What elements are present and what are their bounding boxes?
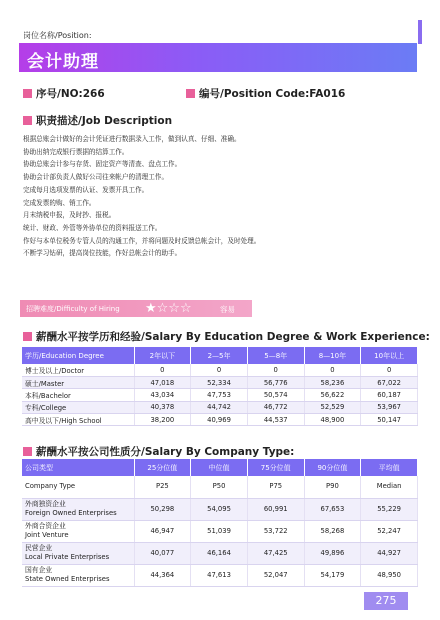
- serial-number-text: 序号/NO:266: [36, 88, 105, 100]
- table-cell: 44,537: [247, 414, 304, 426]
- company-type-en: State Owned Enterprises: [25, 575, 110, 583]
- company-type-zh: 外商独资企业: [25, 500, 66, 508]
- table-row: [22, 401, 418, 413]
- list-item: 协助总账会计参与存货、固定资产等清查、盘点工作。: [23, 160, 182, 169]
- table-cell: Median: [361, 476, 418, 498]
- table-cell: 高中及以下/High School: [22, 414, 134, 426]
- table-cell: 46,772: [247, 401, 304, 413]
- column-header: 公司类型: [22, 459, 134, 476]
- table-cell: 55,229: [361, 498, 418, 520]
- column-header: 25分位值: [134, 459, 191, 476]
- company-type-cell: [22, 520, 134, 542]
- table-cell: 专科/College: [22, 401, 134, 413]
- table-cell: P90: [304, 476, 361, 498]
- company-salary-heading: [23, 444, 294, 459]
- table-cell: 47,018: [134, 376, 191, 388]
- company-type-cell: [22, 476, 134, 498]
- table-header-row: [22, 347, 418, 364]
- table-cell: 博士及以上/Doctor: [22, 364, 134, 376]
- difficulty-value: 容易: [220, 305, 235, 314]
- table-header-row: [22, 459, 418, 476]
- table-cell: 47,613: [191, 564, 248, 586]
- table-cell: 46,164: [191, 542, 248, 564]
- table-cell: 50,147: [361, 414, 418, 426]
- table-cell: 54,179: [304, 564, 361, 586]
- table-cell: 0: [361, 364, 418, 376]
- table-cell: 67,653: [304, 498, 361, 520]
- table-row: [22, 476, 418, 498]
- title-banner: [19, 43, 417, 72]
- company-type-zh: 民营企业: [25, 544, 53, 552]
- serial-number: [23, 86, 105, 101]
- square-bullet-icon: [23, 116, 32, 125]
- table-cell: 44,364: [134, 564, 191, 586]
- job-description-heading: [23, 113, 172, 128]
- table-cell: 40,378: [134, 401, 191, 413]
- table-cell: 0: [191, 364, 248, 376]
- table-cell: 43,034: [134, 389, 191, 401]
- table-row: [22, 520, 418, 542]
- table-cell: 47,425: [247, 542, 304, 564]
- table-cell: P25: [134, 476, 191, 498]
- education-salary-heading: [23, 329, 430, 344]
- table-row: [22, 376, 418, 388]
- list-item: 协助出纳完成银行票据的结算工作。: [23, 147, 129, 156]
- table-cell: 40,077: [134, 542, 191, 564]
- table-cell: 48,950: [361, 564, 418, 586]
- difficulty-bar: [20, 300, 252, 317]
- square-bullet-icon: [23, 89, 32, 98]
- table-row: [22, 389, 418, 401]
- table-cell: 58,268: [304, 520, 361, 542]
- list-item: 月末纳税申报，及时抄、报税。: [23, 211, 116, 220]
- company-type-en: Local Private Enterprises: [25, 553, 110, 561]
- list-item: 完成每月选项发票的认证、发票开具工作。: [23, 185, 149, 194]
- company-type-cell: [22, 542, 134, 564]
- education-salary-heading-text: 薪酬水平按学历和经验/Salary By Education Degree & Work Experience:: [36, 331, 430, 343]
- column-header: 2—5年: [191, 347, 248, 364]
- company-type-zh: Company Type: [25, 482, 76, 491]
- table-cell: 52,334: [191, 376, 248, 388]
- table-cell: 硕士/Master: [22, 376, 134, 388]
- list-item: 不断学习钻研，提高岗位技能，作好总帐会计的助手。: [23, 249, 182, 258]
- column-header: 8—10年: [304, 347, 361, 364]
- company-type-zh: 外商合资企业: [25, 522, 66, 530]
- company-type-cell: [22, 564, 134, 586]
- table-cell: 60,991: [247, 498, 304, 520]
- difficulty-stars-icon: ★☆☆☆: [145, 301, 192, 316]
- table-cell: 40,969: [191, 414, 248, 426]
- table-cell: 56,622: [304, 389, 361, 401]
- table-cell: 50,574: [247, 389, 304, 401]
- column-header: 75分位值: [247, 459, 304, 476]
- page-number: 275: [364, 592, 408, 610]
- top-accent-bar: [418, 20, 422, 44]
- list-item: 根据总账会计做好的会计凭证进行数据录入工作，做到认真、仔细、准确。: [23, 135, 241, 143]
- column-header: 学历/Education Degree: [22, 347, 134, 364]
- table-row: [22, 364, 418, 376]
- page-title: 会计助理: [27, 52, 99, 72]
- list-item: 统计、财政、外管等外协单位的资料报送工作。: [23, 223, 162, 232]
- table-cell: 48,900: [304, 414, 361, 426]
- table-row: [22, 564, 418, 586]
- table-cell: 67,022: [361, 376, 418, 388]
- difficulty-label: 招聘难度/Difficulty of Hiring: [26, 305, 120, 313]
- table-cell: 46,947: [134, 520, 191, 542]
- company-salary-table: [22, 459, 418, 587]
- table-cell: 52,047: [247, 564, 304, 586]
- position-label: 岗位名称/Position:: [23, 31, 92, 40]
- table-cell: 44,927: [361, 542, 418, 564]
- square-bullet-icon: [186, 89, 195, 98]
- table-cell: 44,742: [191, 401, 248, 413]
- list-item: 作好与本单位税务专管人员的沟通工作，并将问题及时反馈总帐会计，及时处理。: [23, 236, 261, 245]
- table-cell: 50,298: [134, 498, 191, 520]
- table-row: [22, 414, 418, 426]
- job-description-list: [23, 133, 418, 260]
- list-item: 协助会计部负责人做好公司往来帐户的清理工作。: [23, 173, 169, 182]
- table-cell: 49,896: [304, 542, 361, 564]
- table-cell: 47,753: [191, 389, 248, 401]
- education-salary-table: [22, 347, 418, 426]
- table-cell: 54,095: [191, 498, 248, 520]
- table-cell: 53,722: [247, 520, 304, 542]
- column-header: 90分位值: [304, 459, 361, 476]
- column-header: 10年以上: [361, 347, 418, 364]
- table-row: [22, 498, 418, 520]
- position-code: [186, 86, 345, 101]
- column-header: 5—8年: [247, 347, 304, 364]
- company-salary-heading-text: 薪酬水平按公司性质分/Salary By Company Type:: [36, 446, 295, 458]
- job-description-heading-text: 职责描述/Job Description: [36, 115, 173, 127]
- column-header: 平均值: [361, 459, 418, 476]
- table-cell: 0: [134, 364, 191, 376]
- table-cell: 52,529: [304, 401, 361, 413]
- table-cell: 58,236: [304, 376, 361, 388]
- table-cell: 本科/Bachelor: [22, 389, 134, 401]
- table-cell: 60,187: [361, 389, 418, 401]
- square-bullet-icon: [23, 332, 32, 341]
- table-cell: 53,967: [361, 401, 418, 413]
- position-code-text: 编号/Position Code:FA016: [199, 88, 346, 100]
- column-header: 中位值: [191, 459, 248, 476]
- table-cell: 38,200: [134, 414, 191, 426]
- square-bullet-icon: [23, 447, 32, 456]
- company-type-en: Joint Venture: [25, 531, 69, 539]
- company-type-cell: [22, 498, 134, 520]
- table-cell: 0: [247, 364, 304, 376]
- table-cell: 56,776: [247, 376, 304, 388]
- list-item: 完成发票的购、销工作。: [23, 198, 96, 207]
- table-cell: 51,039: [191, 520, 248, 542]
- company-type-en: Foreign Owned Enterprises: [25, 509, 117, 517]
- table-cell: 52,247: [361, 520, 418, 542]
- column-header: 2年以下: [134, 347, 191, 364]
- table-cell: P50: [191, 476, 248, 498]
- table-cell: 0: [304, 364, 361, 376]
- table-row: [22, 542, 418, 564]
- company-type-zh: 国有企业: [25, 566, 53, 574]
- table-cell: P75: [247, 476, 304, 498]
